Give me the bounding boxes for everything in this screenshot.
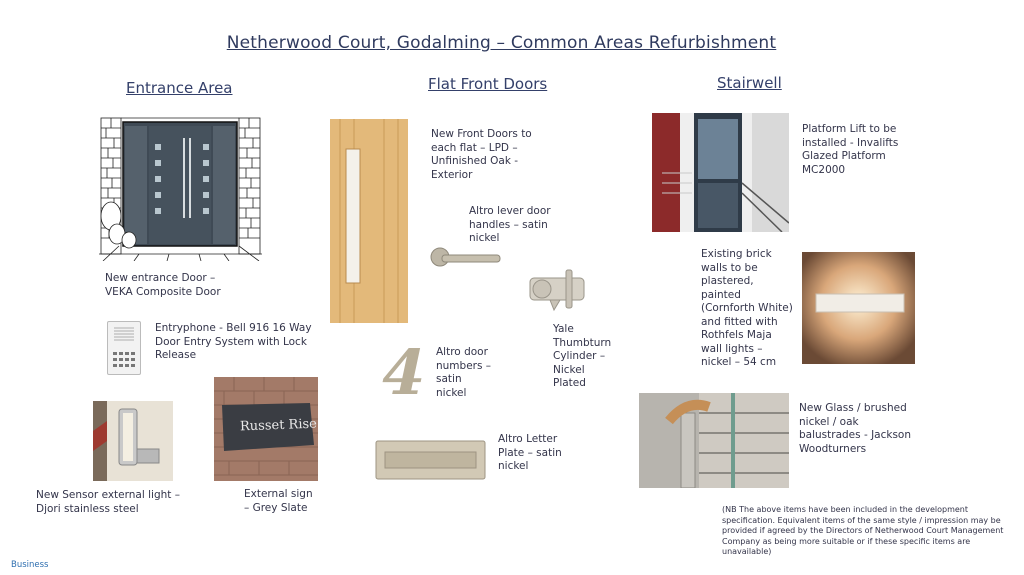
section-heading-doors: Flat Front Doors (428, 75, 548, 93)
caption-line: plastered, (701, 275, 754, 287)
caption-line: balustrades - Jackson (799, 429, 912, 441)
caption-line: wall lights – (701, 342, 763, 355)
wall-light-image (802, 252, 915, 364)
caption-line: Entryphone - Bell 916 16 Way (155, 322, 312, 334)
caption-line: – Grey Slate (244, 501, 308, 514)
caption-line: Altro lever door (469, 205, 551, 217)
caption-line: Plate – satin (498, 446, 562, 459)
caption-line: Rothfels Maja (701, 329, 772, 341)
lever-handle-image (430, 241, 502, 273)
note-line: provided if agreed by the Directors of Netherwood Court Management (722, 526, 1004, 535)
door-number-caption (436, 346, 516, 400)
letter-plate-caption (498, 433, 588, 474)
caption-line: nickel (436, 386, 467, 399)
caption-line: New Sensor external light – (36, 489, 180, 501)
caption-line: Djori stainless steel (36, 502, 139, 515)
front-door-caption (431, 128, 551, 182)
caption-line: Plated (553, 377, 586, 389)
walls-caption (701, 248, 801, 370)
entrance-door-image (99, 116, 262, 261)
caption-line: Nickel (553, 363, 585, 376)
lever-handle-caption (469, 205, 569, 246)
footer-label: Business (11, 560, 49, 570)
external-sign-image (214, 377, 318, 481)
external-light-caption (36, 489, 216, 516)
caption-line: numbers – (436, 359, 492, 372)
caption-line: Release (155, 349, 197, 361)
caption-line: nickel (498, 460, 529, 472)
caption-line: Altro Letter (498, 433, 558, 445)
note-line: unavailable) (722, 547, 772, 556)
door-number-image: 4 (374, 336, 434, 409)
caption-line: Exterior (431, 168, 473, 181)
note-line: (NB The above items have been included in the development (722, 505, 969, 514)
caption-line: walls to be (701, 261, 758, 274)
caption-line: Woodturners (799, 442, 867, 455)
letter-plate-image (375, 440, 486, 480)
caption-line: New Glass / brushed (799, 402, 907, 414)
caption-line: painted (701, 288, 741, 301)
caption-line: and fitted with (701, 315, 778, 328)
section-heading-entrance: Entrance Area (126, 79, 233, 97)
caption-line: MC2000 (802, 163, 846, 176)
caption-line: Thumbturn (553, 336, 612, 349)
caption-line: Cylinder – (553, 350, 606, 362)
caption-line: installed - Invalifts (802, 136, 899, 149)
glass-balustrade-image (639, 393, 789, 488)
caption-line: New Front Doors to (431, 128, 532, 140)
platform-lift-caption (802, 123, 932, 177)
caption-line: Yale (553, 323, 574, 335)
glass-balustrade-caption (799, 402, 929, 456)
cylinder-caption (553, 323, 633, 391)
caption-line: Unfinished Oak - (431, 155, 519, 167)
note-line: specification. Equivalent items of the same style / impression may be (722, 515, 1001, 525)
caption-line: nickel / oak (799, 415, 859, 428)
caption-line: satin (436, 373, 462, 385)
caption-line: Platform Lift to be (802, 123, 897, 135)
caption-line: nickel – 54 cm (701, 356, 777, 368)
caption-line: Door Entry System with Lock (155, 335, 307, 348)
sign-text: Russet Rise (239, 416, 318, 435)
cylinder-image (526, 266, 588, 314)
caption-line: handles – satin (469, 218, 548, 231)
page-title: Netherwood Court, Godalming – Common Areas Refurbishment (226, 33, 777, 53)
caption-line: Existing brick (701, 248, 772, 260)
external-sign-caption (244, 488, 344, 515)
caption-line: nickel (469, 232, 500, 244)
entryphone-image (107, 321, 141, 375)
platform-lift-image (652, 113, 789, 232)
note-line: Company as being more suitable or if these specific items are (722, 536, 971, 546)
caption-line: Altro door (436, 346, 488, 358)
caption-line: New entrance Door – (105, 272, 216, 284)
caption-line: each flat – LPD – (431, 141, 518, 154)
entryphone-caption (155, 322, 325, 363)
oak-front-door-image (330, 119, 408, 323)
caption-line: Glazed Platform (802, 150, 886, 162)
entrance-door-caption (105, 272, 275, 299)
caption-line: VEKA Composite Door (105, 285, 221, 298)
caption-line: (Cornforth White) (701, 302, 793, 314)
caption-line: External sign (244, 488, 313, 500)
external-light-image (93, 401, 173, 481)
specification-note (722, 505, 1012, 558)
section-heading-stairwell: Stairwell (717, 74, 782, 92)
